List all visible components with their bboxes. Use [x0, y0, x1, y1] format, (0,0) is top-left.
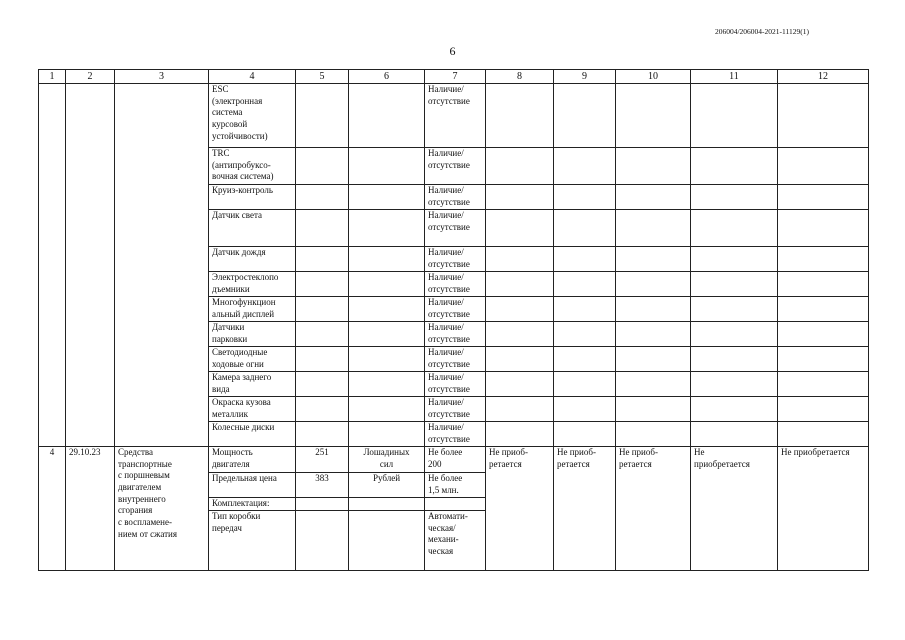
table-row	[39, 84, 869, 148]
feature-name: Многофункцион альный дисплей	[209, 297, 296, 322]
feature-status: Наличие/ отсутствие	[425, 210, 486, 247]
feature-name: Датчик дождя	[209, 247, 296, 272]
unit-name: Рублей	[349, 473, 425, 498]
page-number: 6	[449, 44, 456, 58]
feature-name: Предельная цена	[209, 473, 296, 498]
procurement-table	[38, 69, 869, 571]
col-header: 8	[486, 70, 554, 84]
feature-name: Датчик света	[209, 210, 296, 247]
col8-value: Не приоб- ретается	[486, 447, 554, 571]
unit-code: 251	[296, 447, 349, 473]
item-number: 4	[39, 447, 66, 571]
unit-name: Лошадиных сил	[349, 447, 425, 473]
item-date: 29.10.23	[66, 447, 115, 571]
col-header: 7	[425, 70, 486, 84]
feature-name: Окраска кузова металлик	[209, 397, 296, 422]
table-row	[39, 447, 869, 473]
col-header: 12	[778, 70, 869, 84]
feature-status: Наличие/ отсутствие	[425, 272, 486, 297]
col9-value: Не приоб- ретается	[554, 447, 616, 571]
cell-empty	[66, 84, 115, 447]
feature-name: ESC (электронная система курсовой устойчивости)	[209, 84, 296, 148]
feature-status: Наличие/ отсутствие	[425, 422, 486, 447]
col-header: 5	[296, 70, 349, 84]
col-header: 1	[39, 70, 66, 84]
feature-name: Светодиодные ходовые огни	[209, 347, 296, 372]
unit-code: 383	[296, 473, 349, 498]
feature-name: Электростеклопо дъемники	[209, 272, 296, 297]
feature-name: TRC (антипробуксо- вочная система)	[209, 148, 296, 185]
feature-name: Мощность двигателя	[209, 447, 296, 473]
cell-empty	[39, 84, 66, 447]
feature-status: Наличие/ отсутствие	[425, 347, 486, 372]
feature-value: Не более 200	[425, 447, 486, 473]
feature-status: Наличие/ отсутствие	[425, 322, 486, 347]
feature-name: Датчики парковки	[209, 322, 296, 347]
col-header: 9	[554, 70, 616, 84]
feature-name: Круиз-контроль	[209, 185, 296, 210]
col10-value: Не приоб- ретается	[616, 447, 691, 571]
feature-status: Наличие/ отсутствие	[425, 397, 486, 422]
cell-empty	[115, 84, 209, 447]
document-id: 206004/206004-2021-11129(1)	[714, 27, 809, 36]
feature-status: Наличие/ отсутствие	[425, 372, 486, 397]
col-header: 3	[115, 70, 209, 84]
col12-value: Не приобретается	[778, 447, 869, 571]
col-header: 11	[691, 70, 778, 84]
col-header: 4	[209, 70, 296, 84]
feature-status: Наличие/ отсутствие	[425, 185, 486, 210]
col-header: 10	[616, 70, 691, 84]
feature-name: Тип коробки передач	[209, 511, 296, 571]
feature-status: Наличие/ отсутствие	[425, 247, 486, 272]
col-header: 2	[66, 70, 115, 84]
feature-name: Камера заднего вида	[209, 372, 296, 397]
col-header: 6	[349, 70, 425, 84]
header-row	[39, 70, 869, 84]
feature-name: Колесные диски	[209, 422, 296, 447]
col11-value: Не приобретается	[691, 447, 778, 571]
feature-value: Не более 1,5 млн.	[425, 473, 486, 498]
feature-name: Комплектация:	[209, 498, 296, 511]
feature-status: Наличие/ отсутствие	[425, 297, 486, 322]
feature-status: Наличие/ отсутствие	[425, 148, 486, 185]
feature-value: Автомати- ческая/ механи- ческая	[425, 511, 486, 571]
feature-status: Наличие/ отсутствие	[425, 84, 486, 148]
item-description: Средства транспортные с поршневым двигателем внутреннего сгорания с воспламене- нием от сжатия	[115, 447, 209, 571]
